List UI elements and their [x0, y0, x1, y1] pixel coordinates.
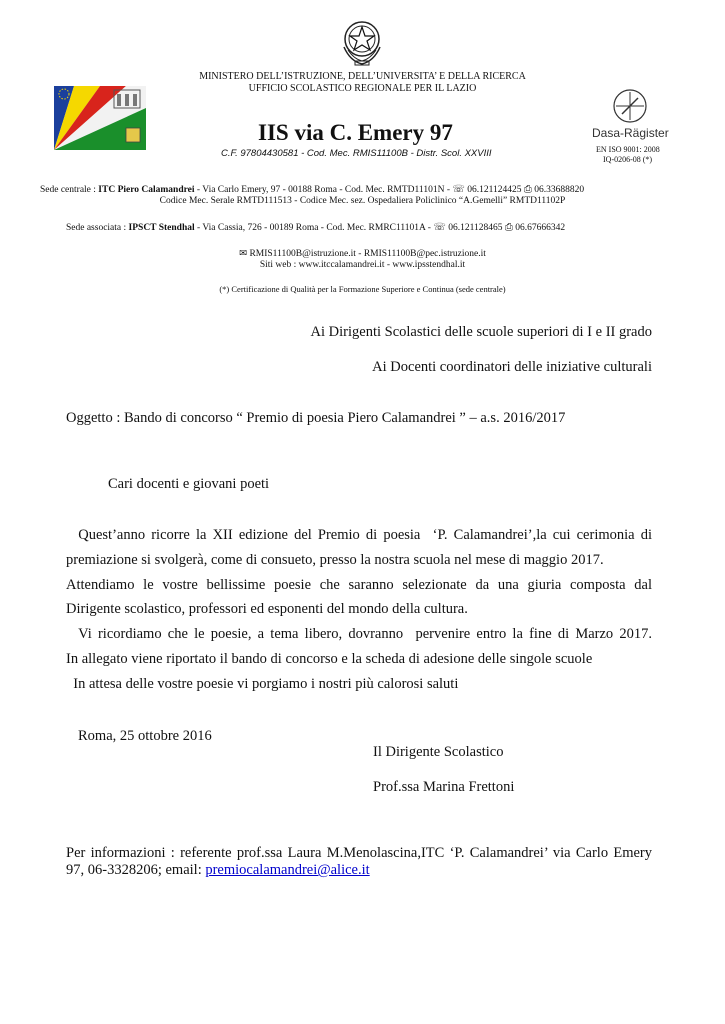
- school-name: IIS via C. Emery 97: [258, 120, 453, 145]
- cert-brand: Dasa-Rägister: [592, 126, 669, 140]
- dasa-register-logo: [612, 88, 648, 124]
- sede-centrale: [40, 184, 584, 195]
- place-date: Roma, 25 ottobre 2016: [78, 728, 212, 744]
- school-flag-logo: [54, 86, 146, 150]
- recipient-1: Ai Dirigenti Scolastici delle scuole superiori di I e II grado: [310, 324, 652, 340]
- body-line-6: In allegato viene riportato il bando di concorso e la scheda di adesione delle singole scuole: [66, 651, 593, 667]
- sede-associata-name: IPSCT Stendhal: [128, 223, 195, 233]
- cert-norm: EN ISO 9001: 2008: [596, 145, 660, 154]
- body-line-4: Dirigente scolastico, professori ed esponenti del mondo della cultura.: [66, 601, 468, 617]
- school-codes: C.F. 97804430581 - Cod. Mec. RMIS11100B - Distr. Scol. XXVIII: [221, 148, 492, 159]
- cert-code: IQ-0206-08 (*): [603, 155, 653, 164]
- sede-centrale-label: Sede centrale :: [40, 185, 99, 195]
- office-line: UFFICIO SCOLASTICO REGIONALE PER IL LAZIO: [248, 83, 477, 94]
- info-line-1: Per informazioni : referente prof.ssa Laura M.Menolascina,ITC ‘P. Calamandrei’ via Carlo Emery: [66, 845, 652, 861]
- signature-role: Il Dirigente Scolastico: [373, 744, 504, 760]
- fax-icon: ⎙: [504, 222, 513, 233]
- body-line-7: In attesa delle vostre poesie vi porgiamo i nostri più calorosi saluti: [66, 676, 459, 692]
- fax-icon: ⎙: [523, 184, 532, 195]
- recipient-2: Ai Docenti coordinatori delle iniziative culturali: [372, 359, 652, 375]
- signature-name: Prof.ssa Marina Frettoni: [373, 779, 515, 795]
- sede-associata-label: Sede associata :: [66, 223, 129, 233]
- sede-associata-fax: 06.67666342: [512, 223, 566, 233]
- emails-line: [0, 248, 725, 259]
- sede-centrale-info: - Via Carlo Emery, 97 - 00188 Roma - Cod. Mec. RMTD11101N -: [194, 185, 453, 195]
- body-line-1: Quest’anno ricorre la XII edizione del Premio di poesia ‘P. Calamandrei’,la cui cerimonia di: [66, 527, 652, 543]
- sede-associata: [66, 222, 565, 233]
- certification-note: (*) Certificazione di Qualità per la Formazione Superiore e Continua (sede centrale): [219, 284, 506, 294]
- sede-associata-tel: 06.121128465: [445, 223, 505, 233]
- body-line-3: Attendiamo le vostre bellissime poesie che saranno selezionate da una giuria composta dal: [66, 577, 652, 593]
- sede-centrale-fax: 06.33688820: [531, 185, 585, 195]
- body-line-2: premiazione si svolgerà, come di consueto, presso la nostra scuola nel mese di maggio 2017.: [66, 552, 604, 568]
- ministry-line: MINISTERO DELL’ISTRUZIONE, DELL’UNIVERSITA’ E DELLA RICERCA: [199, 71, 526, 82]
- websites-line[interactable]: Siti web : www.itccalamandrei.it - www.ipsstendhal.it: [259, 260, 466, 270]
- codice-serale: Codice Mec. Serale RMTD111513 - Codice Mec. sez. Ospedaliera Policlinico “A.Gemelli” RMTD11102P: [159, 196, 566, 206]
- info-line-2-prefix: 97, 06-3328206; email:: [66, 862, 206, 878]
- sede-centrale-tel: 06.121124425: [464, 185, 524, 195]
- info-line-2: [66, 862, 370, 879]
- italian-republic-emblem: [340, 17, 384, 67]
- phone-icon: ☏: [452, 184, 465, 195]
- phone-icon: ☏: [433, 222, 446, 233]
- sede-centrale-name: ITC Piero Calamandrei: [98, 185, 195, 195]
- emails[interactable]: RMIS11100B@istruzione.it - RMIS11100B@pec.istruzione.it: [249, 249, 486, 259]
- body-line-5: Vi ricordiamo che le poesie, a tema libero, dovranno pervenire entro la fine di Marzo 2017.: [66, 626, 652, 642]
- info-email-link[interactable]: premiocalamandrei@alice.it: [205, 862, 370, 878]
- subject-line: Oggetto : Bando di concorso “ Premio di poesia Piero Calamandrei ” – a.s. 2016/2017: [66, 410, 566, 426]
- sede-associata-info: - Via Cassia, 726 - 00189 Roma - Cod. Mec. RMRC11101A -: [194, 223, 434, 233]
- envelope-icon: ✉: [239, 249, 248, 259]
- salutation: Cari docenti e giovani poeti: [108, 476, 270, 492]
